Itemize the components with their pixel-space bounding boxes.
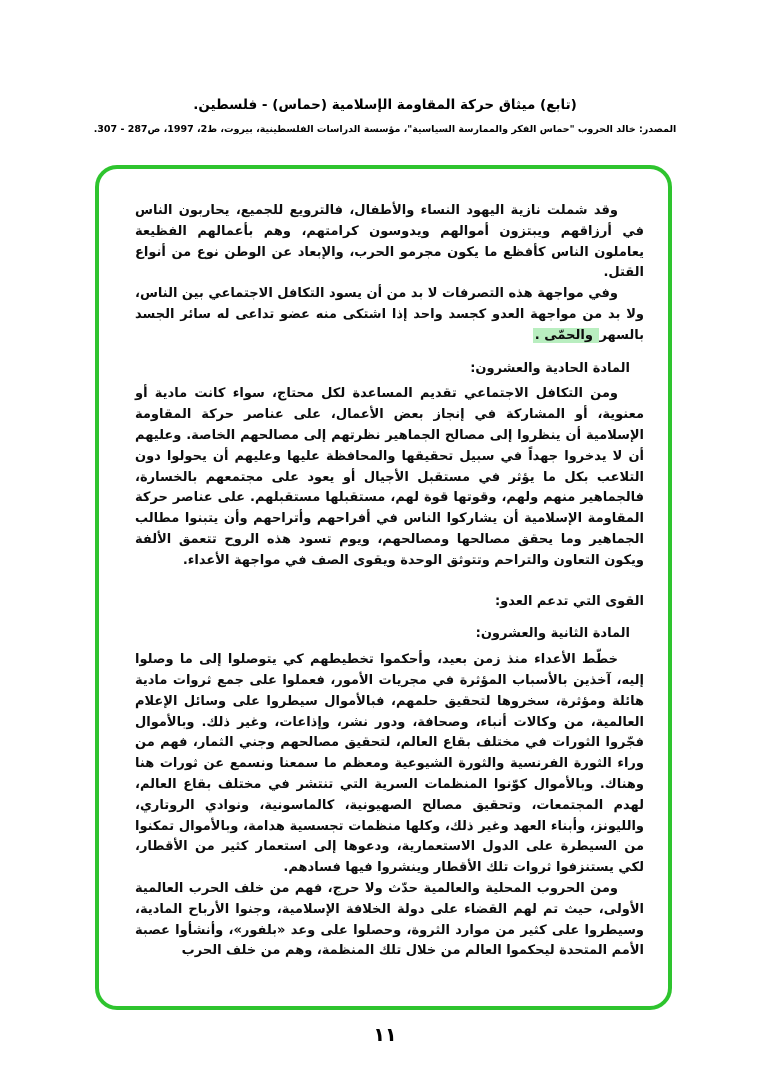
paragraph-solidarity	[135, 284, 644, 346]
section-heading-article-22: المادة الثانية والعشرون:	[475, 626, 630, 642]
paragraph-solidarity-text: وفي مواجهة هذه التصرفات لا بد من أن يسود التكافل الاجتماعي بين الناس، ولا بد من مواجهة العدو كجسد واحد إذا اشتكى منه عضو تداعى له سائر الجسد بالسهر	[135, 286, 644, 343]
paragraph-article-21: ومن التكافل الاجتماعي تقديم المساعدة لكل محتاج، سواء كانت مادية أو معنوية، أو المشاركة في إنجاز بعض الأعمال، على عناصر حركة المقاومة الإسلامية أن ينظروا إلى مصالح الجماهير نظرتهم إلى مصالحهم الخاصة. وعليهم أن لا يدخروا جهداً في سبيل تحقيقها والمحافظة عليها وعليهم أن يحولوا دون التلاعب بكل ما يؤثر في مستقبل الأجيال أو يعود على مجتمعهم بالخسارة، فالجماهير منهم ولهم، وقوتها قوة لهم، مستقبلها مستقبلهم. على عناصر حركة المقاومة الإسلامية أن يشاركوا الناس في أفراحهم وأتراحهم وأن يتبنوا مطالب الجماهير وما يحقق مصالحها ومصالحهم، ويوم تسود هذه الروح تتعمق الألفة ويكون التعاون والتراحم وتتوثق الوحدة ويقوى الصف في مواجهة الأعداء.	[135, 386, 644, 568]
page-number: ١١	[373, 1024, 397, 1046]
paragraph-article-22: خطّط الأعداء منذ زمن بعيد، وأحكموا تخطيطهم كي يتوصلوا إلى ما وصلوا إليه، آخذين بالأسباب المؤثرة في مجريات الأمور، فعملوا على جمع ثروات مادية هائلة ومؤثرة، سخروها لتحقيق حلمهم، فبالأموال سيطروا على وسائل الإعلام العالمية، من وكالات أنباء، وصحافة، ودور نشر، وإذاعات، وغير ذلك. وبالأموال فجّروا الثورات في مختلف بقاع العالم، لتحقيق مصالحهم وجني الثمار، فهم من وراء الثورة الفرنسية والثورة الشيوعية ومعظم ما سمعنا ونسمع عن ثورات هنا وهناك. وبالأموال كوّنوا المنظمات السرية التي تنتشر في مختلف بقاع العالم، لهدم المجتمعات، وتحقيق مصالح الصهيونية، كالماسونية، ونوادي الروتاري، والليونز، وأبناء العهد وغير ذلك، وكلها منظمات تجسسية هدامة، وبالأموال تمكنوا من السيطرة على الدول الاستعمارية، ودعوها إلى استعمار كثير من الأقطار، لكي يستنزفوا ثروات تلك الأقطار وينشروا فيها فسادهم.	[135, 652, 644, 876]
section-heading-article-21: المادة الحادية والعشرون:	[470, 360, 630, 376]
highlighted-text: والحمّى .	[534, 327, 598, 343]
paragraph-nazism: وقد شملت نازية اليهود النساء والأطفال، فالترويع للجميع، يحاربون الناس في أرزاقهم ويبتزون أموالهم ويدوسون كرامتهم، وهم بأعمالهم الفظيعة يعاملون الناس كأفظع ما يكون مجرمو الحرب، والإبعاد عن الوطن نوع من أنواع القتل.	[135, 203, 644, 281]
source-line: المصدر: خالد الحروب "حماس الفكر والممارسة السياسية"، مؤسسة الدراسات الفلسطينية، بيروت، ط2، 1997، ص287 - 307.	[93, 124, 677, 135]
document-body	[135, 201, 644, 962]
section-heading-enemy-powers: القوى التي تدعم العدو:	[494, 593, 644, 609]
paragraph-wars: ومن الحروب المحلية والعالمية حدّث ولا حرج، فهم من خلف الحرب العالمية الأولى، حيث تم لهم القضاء على دولة الخلافة الإسلامية، وجنوا الأرباح المادية، وسيطروا على كثير من موارد الثروة، وحصلوا على وعد «بلفور»، وأنشأوا عصبة الأمم المتحدة ليحكموا العالم من خلال تلك المنظمة، وهم من خلف الحرب	[135, 880, 644, 959]
page-title: (تابع) ميثاق حركة المقاومة الإسلامية (حماس) - فلسطين.	[193, 97, 577, 113]
content-frame	[95, 165, 672, 1010]
